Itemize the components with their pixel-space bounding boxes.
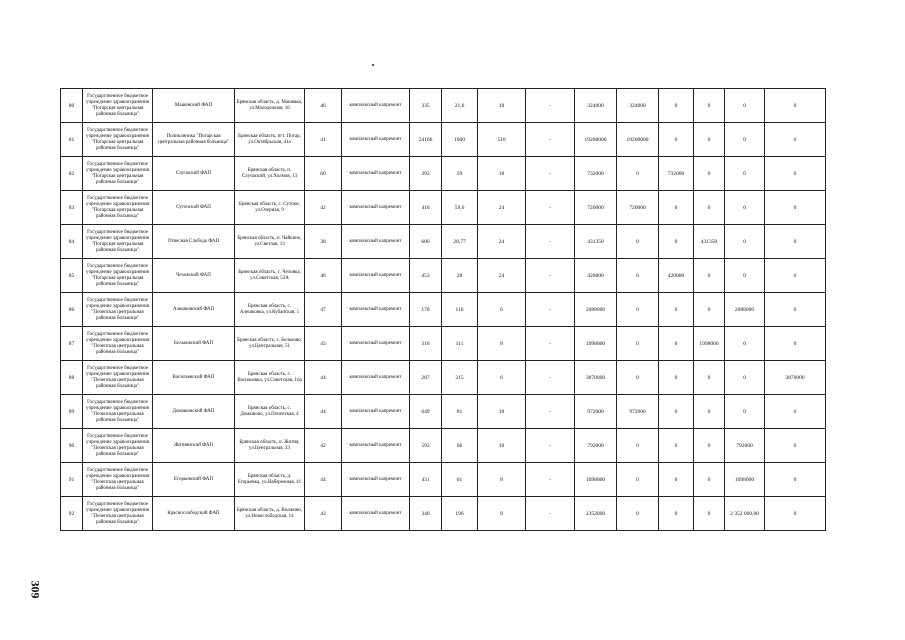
table-cell-c10: 324000 xyxy=(575,89,617,123)
table-cell-c12: 0 xyxy=(659,463,694,497)
table-cell-n: 85 xyxy=(61,259,83,293)
table-cell-type: комплексный капремонт xyxy=(342,89,410,123)
table-cell-c6: 418 xyxy=(410,191,442,225)
table-cell-c15: 0 xyxy=(765,327,826,361)
table-row xyxy=(61,225,826,259)
table-cell-c15: 0 xyxy=(765,89,826,123)
table-cell-c6: 340 xyxy=(410,497,442,531)
table-cell-addr: Брянская область, п. Чайкино, ул.Светлая, 13 xyxy=(235,225,305,259)
table-row xyxy=(61,429,826,463)
table-cell-c15: 0 xyxy=(765,429,826,463)
table-cell-addr: Брянская область, с. Чеховка, ул.Советская, 53А xyxy=(235,259,305,293)
table-cell-c4: 38 xyxy=(305,225,342,259)
table-cell-c8: 10 xyxy=(478,395,526,429)
table-cell-c4: 44 xyxy=(305,361,342,395)
table-cell-name: Машевский ФАП xyxy=(153,89,235,123)
table-cell-c6: 178 xyxy=(410,293,442,327)
table-cell-c7: 66 xyxy=(442,429,478,463)
table-cell-type: комплексный капремонт xyxy=(342,327,410,361)
table-cell-org: Государственное бюджетное учреждение здравоохранения "Почепская центральная районная больница" xyxy=(83,293,153,327)
table-cell-name: Суточский ФАП xyxy=(153,191,235,225)
table-cell-c9: - xyxy=(526,157,575,191)
table-cell-c11: 19200000 xyxy=(617,123,659,157)
table-cell-type: комплексный капремонт xyxy=(342,395,410,429)
table-cell-name: Домашовский ФАП xyxy=(153,395,235,429)
table-cell-c11: 324000 xyxy=(617,89,659,123)
table-cell-addr: Брянская область, д. Волжино, ул.Новослободская, 14 xyxy=(235,497,305,531)
table-cell-addr: Брянская область, с. Васильевка, ул.Советская, 16а xyxy=(235,361,305,395)
table-cell-c15: 0 xyxy=(765,463,826,497)
table-cell-c13: 1998000 xyxy=(694,327,725,361)
table-cell-name: Чеховский ФАП xyxy=(153,259,235,293)
table-row xyxy=(61,395,826,429)
table-cell-c4: 41 xyxy=(305,123,342,157)
table-row xyxy=(61,497,826,531)
table-cell-c8: 24 xyxy=(478,191,526,225)
table-body xyxy=(61,89,826,531)
table-cell-c8: 18 xyxy=(478,157,526,191)
table-cell-org: Государственное бюджетное учреждение здравоохранения "Погарская центральная районная больница" xyxy=(83,191,153,225)
table-cell-org: Государственное бюджетное учреждение здравоохранения "Почепская центральная районная больница" xyxy=(83,395,153,429)
table-cell-type: комплексный капремонт xyxy=(342,361,410,395)
table-cell-c12: 0 xyxy=(659,497,694,531)
table-cell-c11: 0 xyxy=(617,429,659,463)
table-cell-c11: 0 xyxy=(617,225,659,259)
table-cell-c8: 8 xyxy=(478,463,526,497)
table-cell-org: Государственное бюджетное учреждение здравоохранения "Погарская центральная районная больница" xyxy=(83,225,153,259)
table-cell-name: Васильевский ФАП xyxy=(153,361,235,395)
table-cell-type: комплексный капремонт xyxy=(342,429,410,463)
table-cell-c10: 1998000 xyxy=(575,327,617,361)
table-cell-c13: 0 xyxy=(694,191,725,225)
table-cell-c14: 0 xyxy=(725,225,765,259)
table-cell-c7: 59,6 xyxy=(442,191,478,225)
table-cell-c12: 0 xyxy=(659,293,694,327)
table-cell-c12: 0 xyxy=(659,191,694,225)
table-cell-c6: 24166 xyxy=(410,123,442,157)
table-cell-n: 90 xyxy=(61,429,83,463)
table-cell-c11: 0 xyxy=(617,463,659,497)
table-cell-c14: 792000 xyxy=(725,429,765,463)
table-cell-c11: 972000 xyxy=(617,395,659,429)
table-cell-c7: 81 xyxy=(442,395,478,429)
table-cell-c9: - xyxy=(526,463,575,497)
facility-table xyxy=(60,88,826,531)
table-cell-c15: 0 xyxy=(765,293,826,327)
table-cell-name: Поликлиника "Погарская центральная районная больница" xyxy=(153,123,235,157)
table-cell-org: Государственное бюджетное учреждение здравоохранения "Почепская центральная районная больница" xyxy=(83,327,153,361)
table-cell-c10: 792000 xyxy=(575,429,617,463)
page-number: 309 xyxy=(28,580,43,599)
table-cell-n: 89 xyxy=(61,395,83,429)
table-cell-c7: 116 xyxy=(442,293,478,327)
table-cell-c4: 43 xyxy=(305,327,342,361)
table-cell-c13: 0 xyxy=(694,157,725,191)
table-cell-c10: 19200000 xyxy=(575,123,617,157)
table-cell-name: Отвесная Слобода ФАП xyxy=(153,225,235,259)
table-cell-addr: Брянская область, пгт. Погар, ул.Октябрьская, 41а xyxy=(235,123,305,157)
table-cell-n: 82 xyxy=(61,157,83,191)
table-row xyxy=(61,89,826,123)
table-row xyxy=(61,463,826,497)
table-cell-n: 86 xyxy=(61,293,83,327)
table-cell-c9: - xyxy=(526,497,575,531)
table-cell-c8: 24 xyxy=(478,259,526,293)
table-cell-c11: 0 xyxy=(617,361,659,395)
table-cell-c13: 431350 xyxy=(694,225,725,259)
table-cell-name: Краснослободский ФАП xyxy=(153,497,235,531)
table-cell-c9: - xyxy=(526,123,575,157)
table-cell-c4: 46 xyxy=(305,89,342,123)
table-cell-n: 84 xyxy=(61,225,83,259)
table-cell-c6: 680 xyxy=(410,225,442,259)
table-cell-c6: 593 xyxy=(410,429,442,463)
table-row xyxy=(61,157,826,191)
table-cell-org: Государственное бюджетное учреждение здравоохранения "Почепская центральная районная больница" xyxy=(83,463,153,497)
table-cell-c4: 44 xyxy=(305,395,342,429)
table-cell-c7: 215 xyxy=(442,361,478,395)
table-cell-c11: 0 xyxy=(617,293,659,327)
table-cell-n: 80 xyxy=(61,89,83,123)
table-cell-c12: 0 xyxy=(659,89,694,123)
table-cell-c4: 48 xyxy=(305,259,342,293)
table-cell-type: комплексный капремонт xyxy=(342,123,410,157)
table-cell-c7: 61 xyxy=(442,463,478,497)
table-cell-name: Бельковский ФАП xyxy=(153,327,235,361)
table-cell-org: Государственное бюджетное учреждение здравоохранения "Погарская центральная районная больница" xyxy=(83,123,153,157)
table-cell-c6: 649 xyxy=(410,395,442,429)
table-cell-name: Алешковский ФАП xyxy=(153,293,235,327)
table-cell-c6: 287 xyxy=(410,361,442,395)
table-cell-n: 81 xyxy=(61,123,83,157)
table-cell-c12: 0 xyxy=(659,327,694,361)
table-cell-c10: 2352000 xyxy=(575,497,617,531)
table-cell-n: 92 xyxy=(61,497,83,531)
table-cell-addr: Брянская область, с. Сутоки, ул.Озерная, 9 xyxy=(235,191,305,225)
table-cell-c8: 18 xyxy=(478,89,526,123)
table-cell-c13: 0 xyxy=(694,395,725,429)
table-cell-c10: 3870000 xyxy=(575,361,617,395)
table-row xyxy=(61,191,826,225)
table-cell-c15: 0 xyxy=(765,123,826,157)
table-cell-c4: 42 xyxy=(305,497,342,531)
table-cell-c14: 0 xyxy=(725,361,765,395)
table-cell-c7: 196 xyxy=(442,497,478,531)
table-cell-type: комплексный капремонт xyxy=(342,225,410,259)
table-cell-addr: Брянская область, д. Егорьевка, ул.Набережная, 41 xyxy=(235,463,305,497)
table-cell-c13: 0 xyxy=(694,497,725,531)
table-cell-c9: - xyxy=(526,89,575,123)
table-cell-c9: - xyxy=(526,429,575,463)
table-cell-c6: 393 xyxy=(410,157,442,191)
table-cell-name: Егорьевский ФАП xyxy=(153,463,235,497)
table-cell-c14: 2 352 000,00 xyxy=(725,497,765,531)
table-cell-c10: 431350 xyxy=(575,225,617,259)
table-cell-c9: - xyxy=(526,395,575,429)
table-cell-n: 83 xyxy=(61,191,83,225)
table-cell-c12: 420000 xyxy=(659,259,694,293)
table-cell-org: Государственное бюджетное учреждение здравоохранения "Почепская центральная районная больница" xyxy=(83,361,153,395)
table-cell-c14: 0 xyxy=(725,157,765,191)
table-cell-c8: 8 xyxy=(478,497,526,531)
table-cell-c13: 0 xyxy=(694,259,725,293)
table-cell-addr: Брянская область, с. Домашово, ул.Почепская, 4 xyxy=(235,395,305,429)
table-cell-c15: 0 xyxy=(765,225,826,259)
table-row xyxy=(61,259,826,293)
table-cell-name: Случаский ФАП xyxy=(153,157,235,191)
table-cell-c4: 60 xyxy=(305,157,342,191)
table-cell-addr: Брянская область, п. Житня, ул.Центральная, 23 xyxy=(235,429,305,463)
table-cell-c12: 0 xyxy=(659,361,694,395)
table-cell-c15: 0 xyxy=(765,395,826,429)
table-cell-c15: 3870000 xyxy=(765,361,826,395)
table-cell-c11: 720000 xyxy=(617,191,659,225)
table-cell-c4: 42 xyxy=(305,191,342,225)
table-cell-c4: 44 xyxy=(305,463,342,497)
table-cell-c13: 0 xyxy=(694,89,725,123)
table-cell-org: Государственное бюджетное учреждение здравоохранения "Погарская центральная районная больница" xyxy=(83,89,153,123)
table-cell-c6: 318 xyxy=(410,327,442,361)
table-cell-type: комплексный капремонт xyxy=(342,463,410,497)
table-cell-c14: 1098000 xyxy=(725,463,765,497)
table-cell-c8: 6 xyxy=(478,361,526,395)
table-cell-c6: 335 xyxy=(410,89,442,123)
table-cell-c14: 2088000 xyxy=(725,293,765,327)
table-cell-org: Государственное бюджетное учреждение здравоохранения "Почепская центральная районная больница" xyxy=(83,497,153,531)
table-cell-c15: 0 xyxy=(765,157,826,191)
table-cell-c6: 431 xyxy=(410,463,442,497)
table-cell-addr: Брянская область, с. Бельково, ул.Центральная, 51 xyxy=(235,327,305,361)
table-cell-c13: 0 xyxy=(694,123,725,157)
table-cell-addr: Брянская область, п. Случаский, ул.Холмов, 13 xyxy=(235,157,305,191)
table-cell-c7: 21,6 xyxy=(442,89,478,123)
table-cell-c7: 28,77 xyxy=(442,225,478,259)
table-cell-n: 87 xyxy=(61,327,83,361)
table-row xyxy=(61,327,826,361)
table-cell-name: Житнянский ФАП xyxy=(153,429,235,463)
table-cell-c7: 111 xyxy=(442,327,478,361)
table-cell-c12: 0 xyxy=(659,123,694,157)
table-cell-c4: 42 xyxy=(305,429,342,463)
table-row xyxy=(61,293,826,327)
table-cell-c6: 453 xyxy=(410,259,442,293)
table-cell-type: комплексный капремонт xyxy=(342,293,410,327)
table-cell-c11: 0 xyxy=(617,327,659,361)
table-cell-c8: 510 xyxy=(478,123,526,157)
table-cell-n: 88 xyxy=(61,361,83,395)
table-cell-c14: 0 xyxy=(725,395,765,429)
table-cell-c15: 0 xyxy=(765,259,826,293)
table-cell-c9: - xyxy=(526,259,575,293)
table-cell-c8: 6 xyxy=(478,293,526,327)
table-cell-c11: 0 xyxy=(617,157,659,191)
table-cell-c9: - xyxy=(526,293,575,327)
table-cell-c14: 0 xyxy=(725,327,765,361)
table-cell-c4: 47 xyxy=(305,293,342,327)
table-cell-c8: 8 xyxy=(478,327,526,361)
table-cell-org: Государственное бюджетное учреждение здравоохранения "Погарская центральная районная больница" xyxy=(83,259,153,293)
table-cell-type: комплексный капремонт xyxy=(342,259,410,293)
table-cell-c7: 28 xyxy=(442,259,478,293)
table-cell-c14: 0 xyxy=(725,89,765,123)
table-cell-org: Государственное бюджетное учреждение здравоохранения "Погарская центральная районная больница" xyxy=(83,157,153,191)
table-cell-c10: 420000 xyxy=(575,259,617,293)
table-cell-c13: 0 xyxy=(694,463,725,497)
table-cell-c10: 720000 xyxy=(575,191,617,225)
table-row xyxy=(61,123,826,157)
table-cell-c12: 732000 xyxy=(659,157,694,191)
table-cell-c12: 0 xyxy=(659,395,694,429)
table-cell-c14: 0 xyxy=(725,191,765,225)
table-cell-c13: 0 xyxy=(694,293,725,327)
table-cell-addr: Брянская область, д. Машевка, ул.Молодежная, 16 xyxy=(235,89,305,123)
table-cell-c15: 0 xyxy=(765,497,826,531)
scan-dot xyxy=(372,64,374,66)
table-cell-c11: 0 xyxy=(617,497,659,531)
table-cell-c11: 0 xyxy=(617,259,659,293)
table-cell-c13: 0 xyxy=(694,429,725,463)
table-cell-c9: - xyxy=(526,327,575,361)
table-cell-c13: 0 xyxy=(694,361,725,395)
table-cell-c9: - xyxy=(526,225,575,259)
table-cell-c7: 59 xyxy=(442,157,478,191)
table-cell-type: комплексный капремонт xyxy=(342,157,410,191)
table-cell-c9: - xyxy=(526,361,575,395)
table-cell-c10: 1098000 xyxy=(575,463,617,497)
table-cell-c10: 732000 xyxy=(575,157,617,191)
table-cell-addr: Брянская область, с. Алешковка, ул.Кубанская, 1 xyxy=(235,293,305,327)
table-cell-c9: - xyxy=(526,191,575,225)
table-cell-c7: 1600 xyxy=(442,123,478,157)
table-cell-type: комплексный капремонт xyxy=(342,191,410,225)
table-cell-c15: 0 xyxy=(765,191,826,225)
table-cell-c10: 2088000 xyxy=(575,293,617,327)
table-cell-c14: 0 xyxy=(725,259,765,293)
table-cell-type: комплексный капремонт xyxy=(342,497,410,531)
table-cell-c12: 0 xyxy=(659,225,694,259)
table-row xyxy=(61,361,826,395)
table-cell-c14: 0 xyxy=(725,123,765,157)
table-cell-c8: 24 xyxy=(478,225,526,259)
table-cell-c8: 10 xyxy=(478,429,526,463)
table-cell-c10: 972000 xyxy=(575,395,617,429)
table-cell-c12: 0 xyxy=(659,429,694,463)
table-cell-org: Государственное бюджетное учреждение здравоохранения "Почепская центральная районная больница" xyxy=(83,429,153,463)
table-cell-n: 91 xyxy=(61,463,83,497)
